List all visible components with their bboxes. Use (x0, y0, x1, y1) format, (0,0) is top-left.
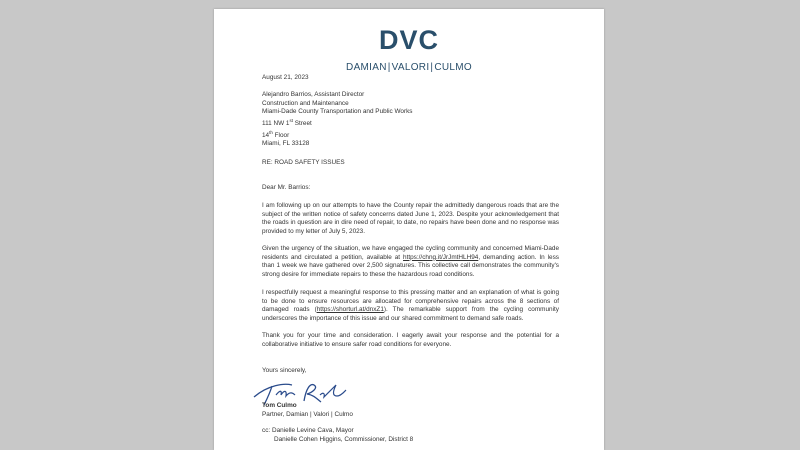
recipient-name: Alejandro Barrios, Assistant Director (262, 91, 365, 98)
firm-separator: | (430, 62, 434, 73)
signer-name: Tom Culmo (262, 402, 297, 409)
petition-link[interactable]: https://chng.it/JrJmtHLH94 (403, 253, 479, 261)
firm-separator: | (387, 62, 391, 73)
signer-title: Partner, Damian | Valori | Culmo (262, 411, 353, 418)
paragraph-3: I respectfully request a meaningful response to this pressing matter and an explanation of what is going to be done to ensure resources are allocated for comprehensive repairs across the 8 sections of damaged roads (https://shorturl.at/dnxZ1). The remarkable support from the cycling community underscores the importance of this issue and our shared commitment to demand safe roads. (262, 289, 559, 322)
recipient-street: 111 NW 1st Street (262, 117, 312, 127)
firm-name-damian: DAMIAN (346, 62, 387, 73)
recipient-address (262, 91, 559, 149)
paragraph-2: Given the urgency of the situation, we have engaged the cycling community and concerned Miami-Dade residents and circulated a petition, available at https://chng.it/JrJmtHLH94, demanding action. In less than 1 week we have gathered over 2,500 signatures. This collective call demonstrates the community's strong desire for immediate repairs to these the hazardous road conditions. (262, 245, 559, 278)
closing: Yours sincerely, (262, 367, 307, 374)
firm-name-valori: VALORI (391, 62, 430, 73)
cc-first: cc: Danielle Levine Cava, Mayor (262, 427, 354, 434)
cc-list (262, 427, 559, 444)
salutation: Dear Mr. Barrios: (262, 184, 311, 191)
recipient-agency: Miami-Dade County Transportation and Public Works (262, 108, 413, 116)
recipient-city: Miami, FL 33128 (262, 140, 310, 148)
recipient-department: Construction and Maintenance (262, 99, 349, 107)
paragraph-4: Thank you for your time and consideration. I eagerly await your response and the potential for a collaborative initiative to ensure safer road conditions for everyone. (262, 332, 559, 348)
letter-date: August 21, 2023 (262, 74, 309, 81)
firm-name-culmo: CULMO (434, 62, 472, 73)
roads-map-link[interactable]: https://shorturl.at/dnxZ1 (316, 306, 384, 314)
letterhead-logo: DVC (378, 25, 439, 55)
letterhead-firm-names (214, 62, 604, 74)
cc-second: Danielle Cohen Higgins, Commissioner, District 8 (274, 435, 414, 443)
letter-subject: RE: ROAD SAFETY ISSUES (262, 159, 345, 166)
paragraph-1: I am following up on our attempts to have the County repair the admittedly dangerous roads that are the subject of the written notice of safety concerns dated June 1, 2023. Despite your acknowledgement that the roads in question are in dire need of repair, to date, no repairs have been done and no response was provided to my letter of July 5, 2023. (262, 202, 559, 235)
letter-page (214, 9, 604, 450)
recipient-floor: 14th Floor (262, 129, 290, 139)
